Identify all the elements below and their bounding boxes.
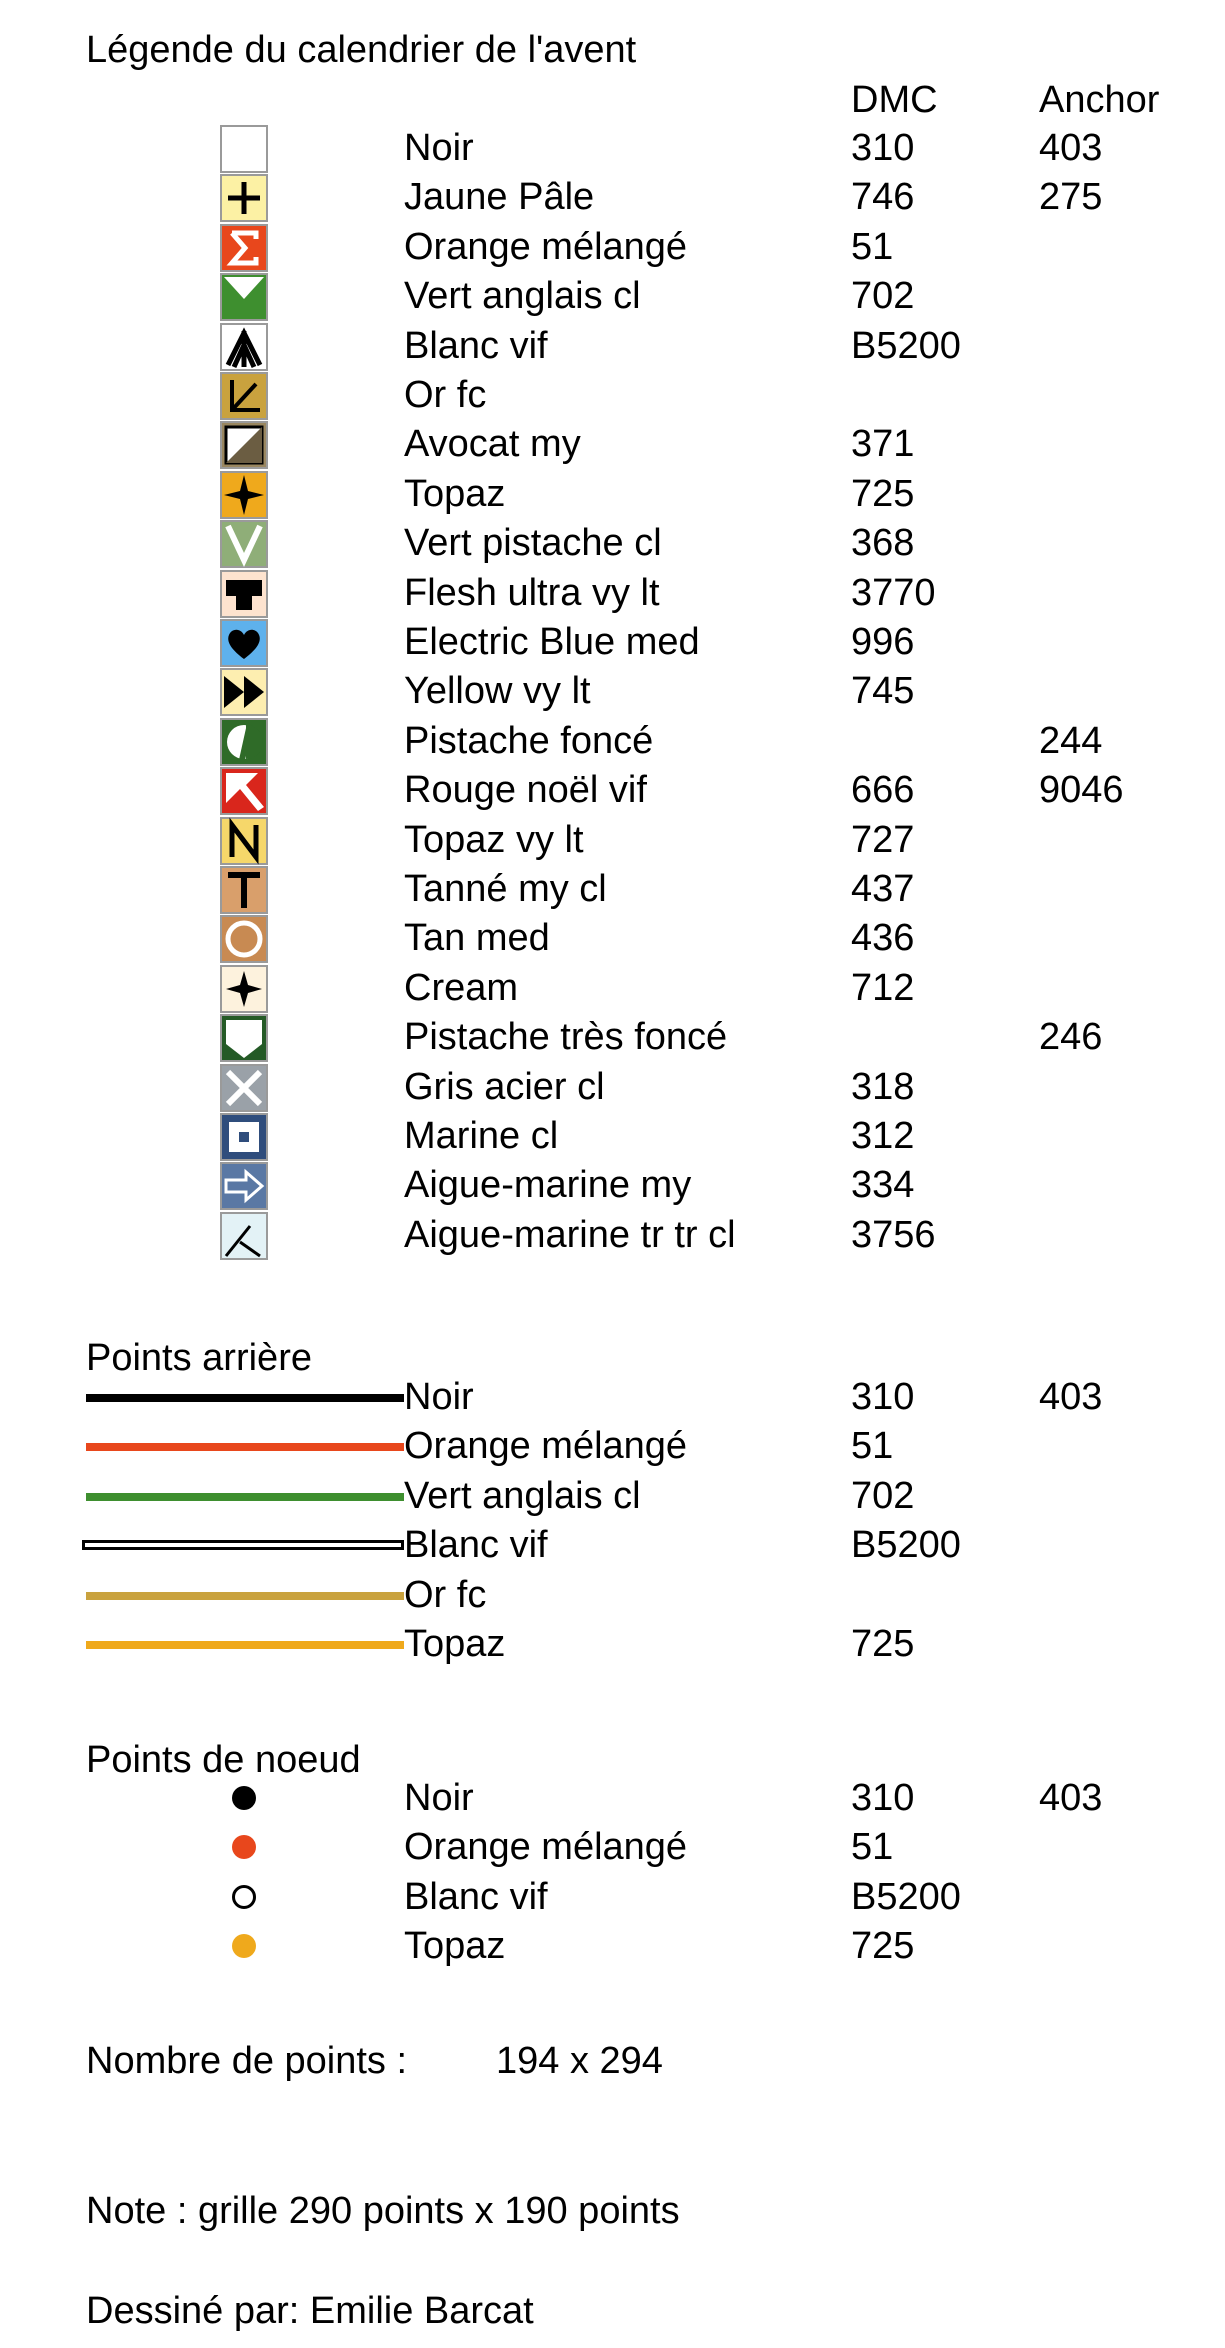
legend-row [0,172,1225,222]
arrow-right-icon [220,1162,268,1210]
knot-row [0,1872,1225,1922]
legend-row [0,1210,1225,1260]
thread-name: Orange mélangé [404,1826,688,1869]
backstitch-line [86,1394,404,1402]
arrow-diagonal-icon [220,767,268,815]
thread-name: Blanc vif [404,1524,548,1567]
legend-row [0,518,1225,568]
thread-name: Yellow vy lt [404,670,591,713]
anchor-code: 275 [1039,176,1103,219]
dmc-code: B5200 [851,1524,961,1567]
backstitch-row [0,1471,1225,1521]
shield-icon [220,1014,268,1062]
dmc-code: B5200 [851,1875,961,1918]
legend-row [0,1062,1225,1112]
backstitch-row [0,1520,1225,1570]
dmc-code: 996 [851,621,915,663]
knots-title: Points de noeud [86,1739,361,1781]
anchor-code: 403 [1039,1777,1103,1819]
legend-row [0,913,1225,963]
lambda-icon [220,1212,268,1260]
legend-row [0,1012,1225,1062]
thread-name: Or fc [404,374,487,416]
thread-name: Gris acier cl [404,1065,605,1108]
legend-row [0,666,1225,716]
dmc-code: 746 [851,176,915,219]
thread-name: Rouge noël vif [404,769,647,812]
legend-row [0,568,1225,618]
half-circle-icon [220,718,268,766]
legend-row [0,815,1225,865]
legend-row [0,321,1225,371]
anchor-code: 244 [1039,719,1103,762]
designer-credit: Dessiné par: Emilie Barcat [86,2290,534,2332]
backstitch-line [86,1641,404,1649]
header-dmc: DMC [851,79,938,121]
legend-row [0,1160,1225,1210]
dmc-code: 51 [851,1826,894,1869]
legend-row [0,123,1225,173]
backstitch-line [82,1540,404,1550]
thread-name: Vert pistache cl [404,522,662,565]
thread-name: Avocat my [404,423,581,466]
half-square-icon [220,421,268,469]
knot-row [0,1822,1225,1872]
knot-dot-icon [232,1786,256,1810]
thread-name: Jaune Pâle [404,176,595,219]
dmc-code: 3756 [851,1213,936,1256]
backstitch-row [0,1372,1225,1422]
legend-row [0,963,1225,1013]
x-icon [220,1064,268,1112]
thread-name: Orange mélangé [404,1425,688,1468]
dmc-code: 3770 [851,571,936,614]
thread-name: Topaz [404,1925,506,1968]
legend-row [0,617,1225,667]
circle-outline-icon [220,915,268,963]
dmc-code: 51 [851,1425,894,1468]
heart-icon [220,619,268,667]
knot-dot-icon [232,1885,256,1909]
legend-row [0,370,1225,420]
dmc-code: 727 [851,818,915,861]
legend-row [0,864,1225,914]
thread-name: Cream [404,966,519,1009]
dmc-code: 318 [851,1065,915,1108]
dmc-code: 725 [851,1925,915,1968]
arrow-up-icon [220,323,268,371]
dmc-code: 436 [851,917,915,960]
thread-name: Noir [404,1777,474,1819]
dmc-code: 712 [851,966,915,1009]
dmc-code: 310 [851,127,915,169]
dmc-code: 371 [851,423,915,466]
legend-title: Légende du calendrier de l'avent [86,29,637,71]
backstitch-line [86,1592,404,1600]
knot-row [0,1921,1225,1971]
dmc-code: 725 [851,472,915,515]
dmc-code: 51 [851,225,894,268]
dmc-code: 702 [851,1474,915,1517]
dmc-code: 666 [851,769,915,812]
thread-name: Topaz vy lt [404,818,584,861]
dmc-code: 334 [851,1164,915,1207]
hourglass-icon [220,273,268,321]
anchor-code: 246 [1039,1016,1103,1059]
thread-name: Vert anglais cl [404,275,641,318]
backstitch-row [0,1421,1225,1471]
thread-name: Topaz [404,472,506,515]
dmc-code: 310 [851,1376,915,1418]
thread-name: Pistache très foncé [404,1016,728,1059]
thread-name: Blanc vif [404,1875,548,1918]
thread-name: Tanné my cl [404,868,607,910]
knot-row [0,1773,1225,1823]
anchor-code: 403 [1039,127,1103,169]
letter-t-icon [220,866,268,914]
stitch-count-label: Nombre de points : [86,2040,408,2082]
dmc-code: B5200 [851,324,961,367]
legend-row [0,1111,1225,1161]
backstitch-line [86,1443,404,1451]
anchor-code: 9046 [1039,769,1124,812]
dmc-code: 437 [851,868,915,910]
v-icon [220,520,268,568]
stitch-count-value: 194 x 294 [496,2040,663,2082]
thread-name: Noir [404,1376,474,1418]
legend-row [0,419,1225,469]
letter-n-icon [220,817,268,865]
thread-name: Or fc [404,1573,487,1616]
backstitch-title: Points arrière [86,1337,312,1379]
fast-forward-icon [220,668,268,716]
anchor-code: 403 [1039,1376,1103,1418]
t-block-icon [220,570,268,618]
thread-name: Blanc vif [404,324,548,367]
thread-name: Aigue-marine my [404,1164,692,1207]
thread-name: Marine cl [404,1115,559,1157]
dmc-code: 310 [851,1777,915,1819]
thread-name: Pistache foncé [404,719,654,762]
four-point-star-icon [220,965,268,1013]
thread-name: Aigue-marine tr tr cl [404,1213,736,1256]
thread-name: Electric Blue med [404,621,700,663]
header-anchor: Anchor [1039,79,1160,121]
backstitch-row [0,1570,1225,1620]
knot-dot-icon [232,1934,256,1958]
dmc-code: 745 [851,670,915,713]
backstitch-row [0,1619,1225,1669]
legend-row [0,716,1225,766]
legend-row [0,765,1225,815]
angle-icon [220,372,268,420]
thread-name: Orange mélangé [404,225,688,268]
dmc-code: 312 [851,1115,915,1157]
thread-name: Tan med [404,917,550,960]
knot-dot-icon [232,1835,256,1859]
dmc-code: 702 [851,275,915,318]
sigma-icon [220,224,268,272]
thread-name: Noir [404,127,474,169]
legend-row [0,469,1225,519]
thread-name: Vert anglais cl [404,1474,641,1517]
backstitch-line [86,1493,404,1501]
legend-row [0,271,1225,321]
dmc-code: 725 [851,1623,915,1665]
plus-icon [220,174,268,222]
thread-name: Flesh ultra vy lt [404,571,660,614]
dot-square-icon [220,1113,268,1161]
star-plus-icon [220,471,268,519]
grid-note: Note : grille 290 points x 190 points [86,2190,680,2232]
dmc-code: 368 [851,522,915,565]
legend-row [0,222,1225,272]
blank-square-icon [220,125,268,173]
thread-name: Topaz [404,1623,506,1665]
